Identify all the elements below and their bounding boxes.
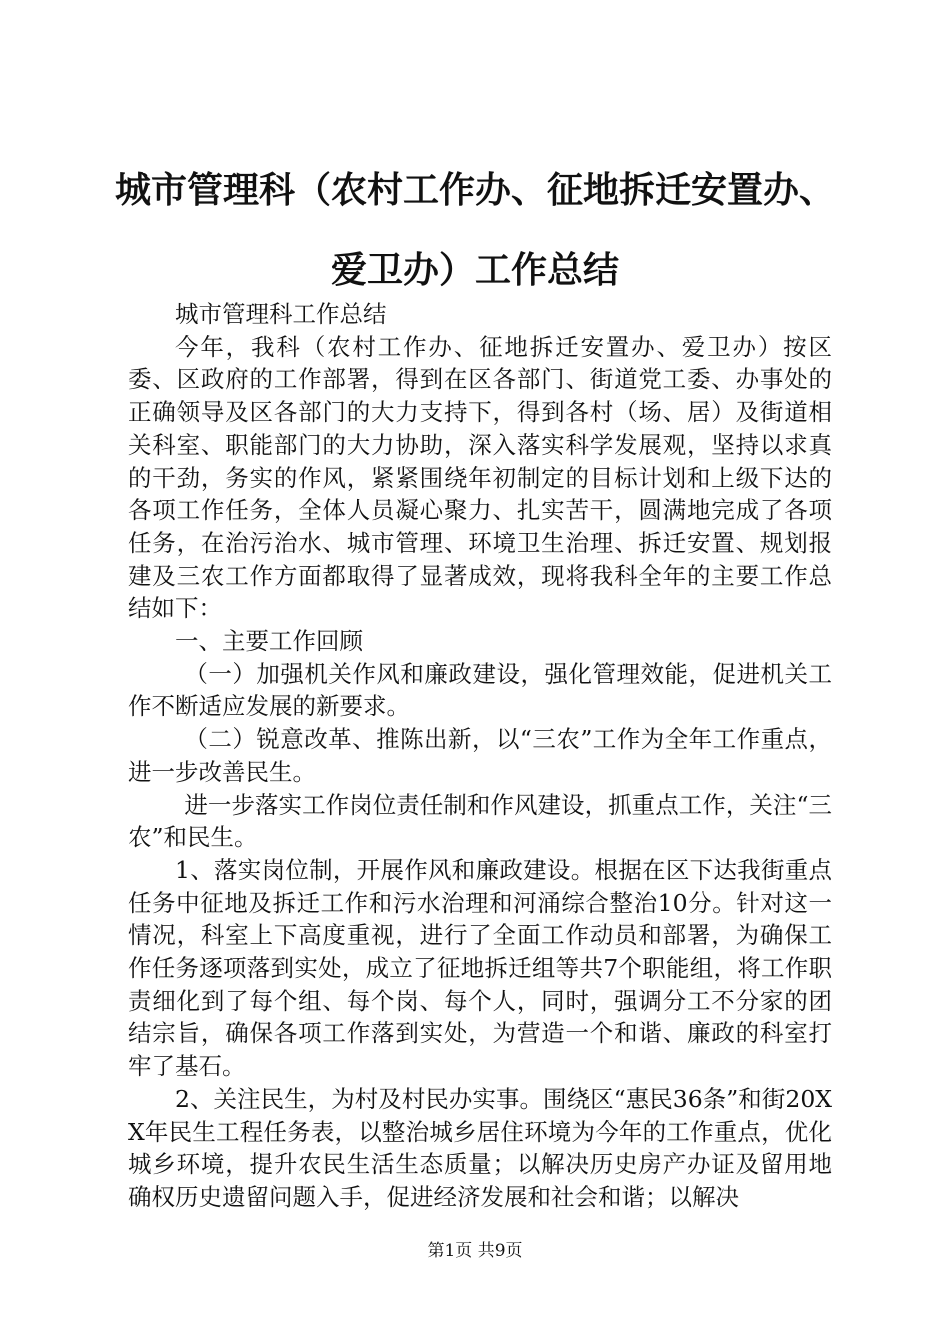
paragraph-item-2: （二）锐意改革、推陈出新，以“三农”工作为全年工作重点，进一步改善民生。 <box>128 725 832 786</box>
paragraph-intro: 今年，我科（农村工作办、征地拆迁安置办、爱卫办）按区委、区政府的工作部署，得到在区各部门、街道党工委、办事处的正确领导及区各部门的大力支持下，得到各村（场、居）及街道相关科室、职能部门的大力协助，深入落实科学发展观，坚持以求真的干劲，务实的作风，紧紧围绕年初制定的目标计划和上级下达的各项工作任务，全体人员凝心聚力、扎实苦干，圆满地完成了各项任务，在治污治水、城市管理、环境卫生治理、拆迁安置、规划报建及三农工作方面都取得了显著成效，现将我科全年的主要工作总结如下： <box>128 332 832 623</box>
paragraph-summary: 进一步落实工作岗位责任制和作风建设，抓重点工作，关注“三农”和民生。 <box>128 790 832 852</box>
page-number-footer: 第1页 共9页 <box>427 1241 523 1261</box>
section-heading: 一、主要工作回顾 <box>175 627 363 656</box>
document-body <box>128 298 832 1214</box>
paragraph-item-1: （一）加强机关作风和廉政建设，强化管理效能，促进机关工作不断适应发展的新要求。 <box>128 659 832 721</box>
document-title-line-1: 城市管理科（农村工作办、征地拆迁安置办、 <box>114 170 835 211</box>
paragraph-point-2: 2、关注民生，为村及村民办实事。围绕区“惠民36条”和街20XX年民生工程任务表，以整治城乡居住环境为今年的工作重点，优化城乡环境，提升农民生活生态质量；以解决历史房产办证及留用地确权历史遗留问题入手，促进经济发展和社会和谐；以解决 <box>128 1084 832 1211</box>
document-title-line-2: 爱卫办）工作总结 <box>330 250 619 291</box>
paragraph-subtitle: 城市管理科工作总结 <box>175 300 387 328</box>
paragraph-point-1: 1、落实岗位制，开展作风和廉政建设。根据在区下达我街重点任务中征地及拆迁工作和污水治理和河涌综合整治10分。针对这一情况，科室上下高度重视，进行了全面工作动员和部署，为确保工作任务逐项落到实处，成立了征地拆迁组等共7个职能组，将工作职责细化到了每个组、每个岗、每个人，同时，强调分工不分家的团结宗旨，确保各项工作落到实处，为营造一个和谐、廉政的科室打牢了基石。 <box>128 855 832 1081</box>
